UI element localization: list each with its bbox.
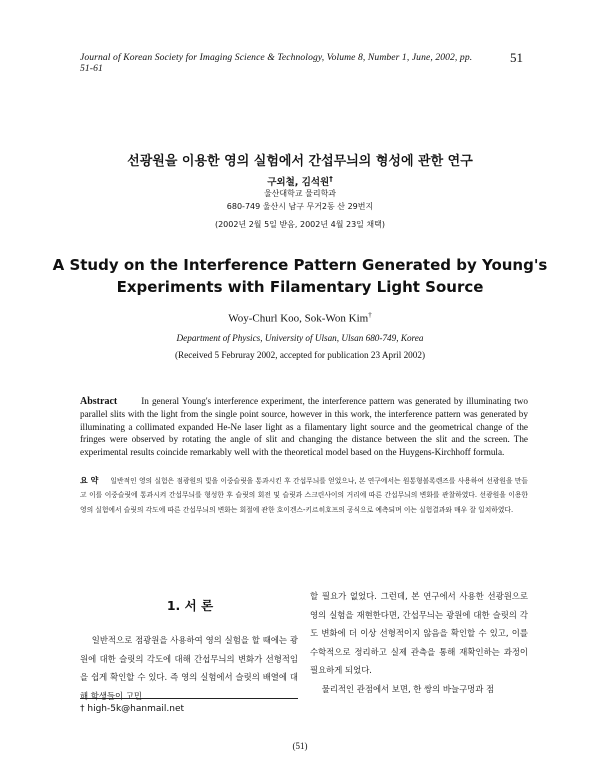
intro-paragraph-left: 일반적으로 점광원을 사용하여 영의 실험을 할 때에는 광원에 대한 슬릿의 각도에 대해 간섭무늬의 변화가 선형적임을 쉽게 확인할 수 있다. 즉 영의 실험에서 슬릿의 배열에 대해 학생들이 고민 xyxy=(80,635,298,701)
english-corresponding-mark: † xyxy=(368,311,372,319)
english-received-date: (Received 5 Februray 2002, accepted for publication 23 April 2002) xyxy=(174,350,426,360)
korean-authors xyxy=(0,174,600,188)
footnote-email: † high-5k@hanmail.net xyxy=(80,704,185,714)
left-column xyxy=(80,631,298,705)
korean-affiliation: 울산대학교 물리학과 xyxy=(263,189,337,198)
korean-address: 680-749 울산시 남구 무거2동 산 29번지 xyxy=(226,202,374,211)
intro-paragraph-right-1: 할 필요가 없었다. 그런데, 본 연구에서 사용한 선광원으로 영의 실험을 재현한다면, 간섭무늬는 광원에 대한 슬릿의 각도 변화에 더 이상 선형적이지 않음을 확인할 수 있고, 이를 수학적으로 정리하고 실제 관측을 통해 재확인하는 과정이 필요하게 되었다. xyxy=(310,591,528,676)
korean-abstract-text: 일반적인 영의 실험은 점광원의 빛을 이중슬릿을 통과시킨 후 간섭무늬를 얻었으나, 본 연구에서는 원통형볼록렌즈를 사용하여 선광원을 만들고 이를 이중슬릿에 통과시켜 간섭무늬를 형성한 후 슬릿의 회전 및 슬릿과 스크린사이의 거리에 따른 간섭무늬의 변화를 관찰하였다. 선광원을 이용한 영의 실험에서 슬릿의 각도에 따른 간섭무늬의 변화는 회절에 관한 호이겐스-키르히호프의 공식으로 예측되며 이는 실험결과와 매우 잘 일치하였다. xyxy=(80,477,528,514)
page-number: 51 xyxy=(510,50,523,65)
journal-header: Journal of Korean Society for Imaging Science & Technology, Volume 8, Number 1, June, 2002, pp. 51-61 xyxy=(80,52,473,74)
abstract-text: In general Young's interference experiment, the interference pattern was generated by illuminating two parallel slits with the light from the single point source, however in this work, the interference pattern was generated by illuminating a collimated expanded He-Ne laser light as a filamentary light source and the geometrical change of the fringes were observed by rotating the angle of slit and changing the distance between the slit and the screen. The experimental results coincide remarkably well with the theoretical model based on the Huygens-Kirchhoff formula. xyxy=(80,396,528,457)
right-column xyxy=(310,587,528,699)
korean-received-date: (2002년 2월 5일 받음, 2002년 4월 23일 채택) xyxy=(214,220,386,229)
abstract xyxy=(80,395,528,458)
footer-page-number: (51) xyxy=(292,741,308,751)
korean-abstract-label: 요 약 xyxy=(80,476,99,485)
intro-paragraph-right-2: 물리적인 관점에서 보면, 한 쌍의 바늘구멍과 점 xyxy=(321,683,495,694)
section-title: 1. 서 론 xyxy=(166,598,214,613)
korean-author-names: 구외철, 김석원 xyxy=(267,177,330,188)
abstract-label: Abstract xyxy=(80,396,118,407)
english-title: A Study on the Interference Pattern Generated by Young's Experiments with Filamentary Light Source xyxy=(52,256,548,296)
english-authors xyxy=(0,311,600,325)
english-author-names: Woy-Churl Koo, Sok-Won Kim xyxy=(228,312,369,325)
corresponding-author-mark: † xyxy=(329,174,333,183)
korean-affiliation-block xyxy=(0,187,600,213)
footnote-divider xyxy=(80,698,298,699)
korean-abstract xyxy=(80,474,528,517)
korean-title: 선광원을 이용한 영의 실험에서 간섭무늬의 형성에 관한 연구 xyxy=(127,154,473,169)
english-department: Department of Physics, University of Ulsan, Ulsan 680-749, Korea xyxy=(176,333,424,343)
